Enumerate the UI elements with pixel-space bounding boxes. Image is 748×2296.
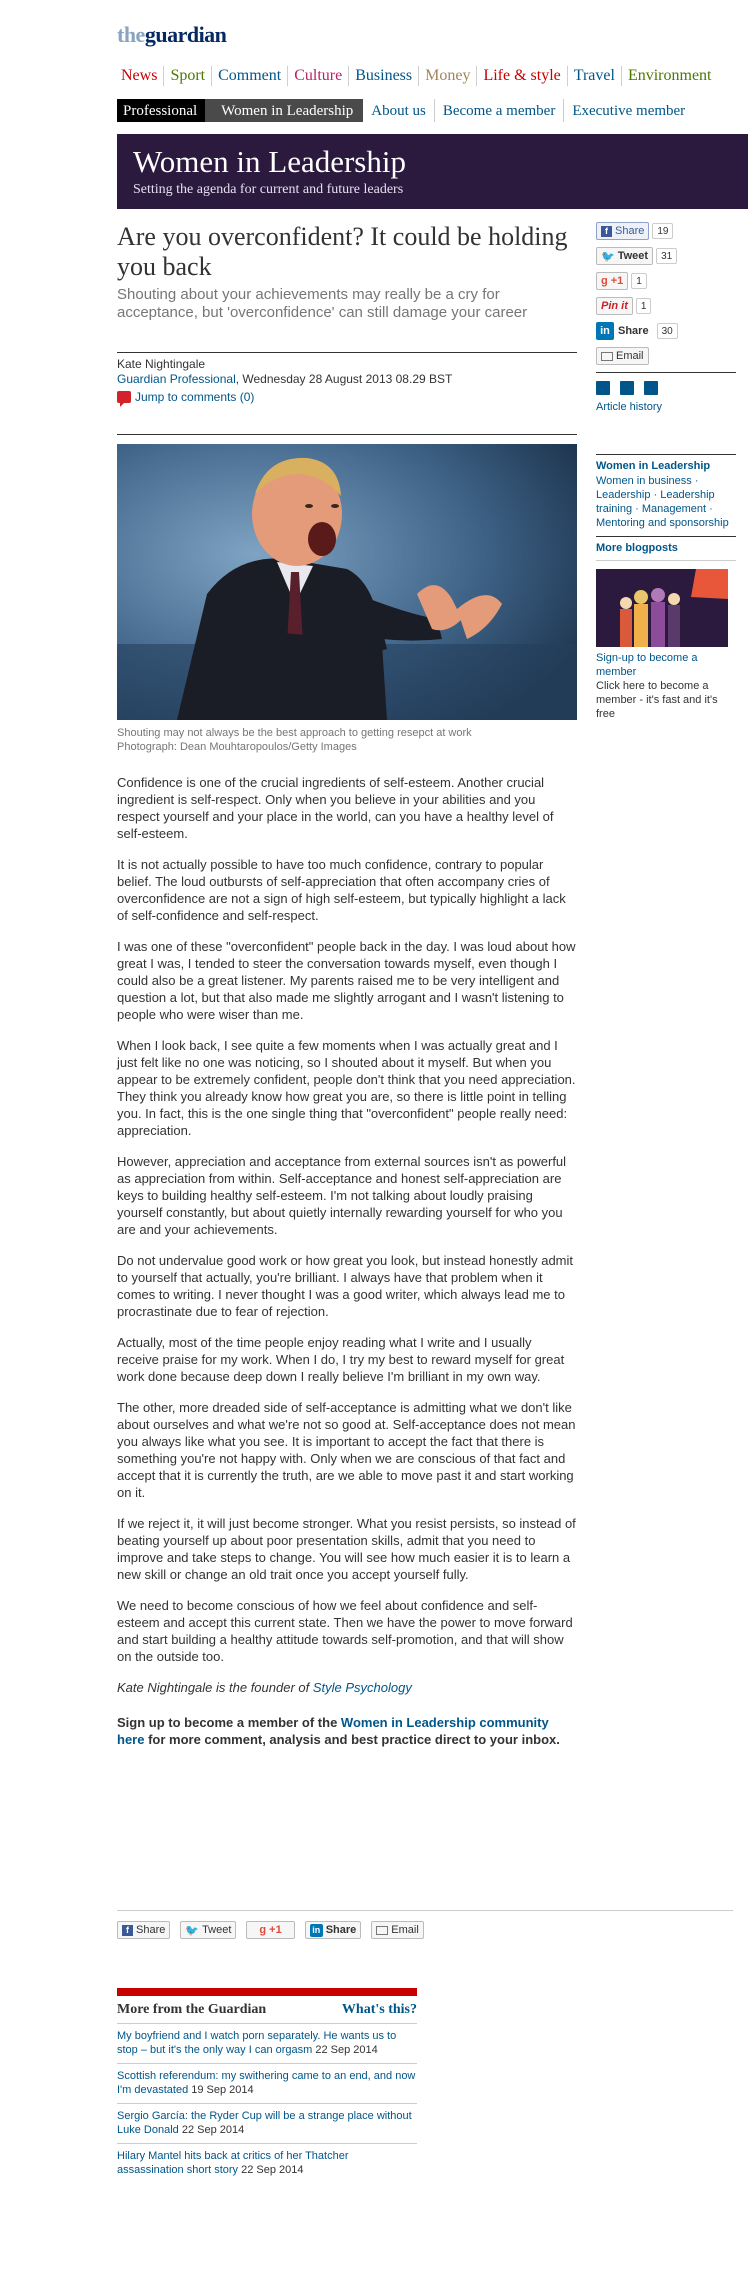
twitter-icon: 🐦 bbox=[185, 1924, 200, 1937]
linkedin-row bbox=[596, 322, 736, 340]
facebook-icon: f bbox=[601, 226, 612, 237]
nav-news[interactable]: News bbox=[117, 66, 164, 86]
nav-travel[interactable]: Travel bbox=[568, 66, 622, 86]
image-divider bbox=[117, 434, 577, 435]
byline bbox=[117, 357, 577, 387]
paragraph: We need to become conscious of how we feel about confidence and self-esteem and accept this current state. Then we have the power to move forward and start building a healthy attitude towards self-promotion, and that will show on the outside too. bbox=[117, 1598, 573, 1664]
story-link[interactable]: Sergio García: the Ryder Cup will be a strange place without Luke Donald bbox=[117, 2110, 412, 2136]
community-signup-link[interactable]: Women in Leadership community here bbox=[117, 1715, 549, 1747]
top-navigation bbox=[117, 66, 718, 86]
facebook-share-row bbox=[596, 222, 736, 240]
google-plus-button[interactable]: g +1 bbox=[246, 1921, 294, 1939]
paragraph: When I look back, I see quite a few moments when I was actually great and I just felt like no one was noticing, so I shouted about it myself. But when you appear to be extremely confident, people don't think that you need appreciation. They think you already know how great you are, so there is little point in telling you. In fact, this is the one single thing that "overconfident" people really need: appreciation. bbox=[117, 1038, 576, 1138]
byline-divider bbox=[117, 352, 577, 353]
sidebar-divider bbox=[596, 454, 736, 455]
share-divider bbox=[117, 1910, 733, 1911]
article bbox=[117, 222, 577, 1748]
twitter-share-row bbox=[596, 247, 736, 265]
facebook-share-button[interactable]: f Share bbox=[117, 1921, 170, 1939]
story-link[interactable]: Scottish referendum: my swithering came to an end, and now I'm devastated bbox=[117, 2070, 416, 2096]
paragraph: Confidence is one of the crucial ingredients of self-esteem. Another crucial ingredient is self-respect. Only when you believe in your abilities and you respect yourself and your place in the world, can you have a healthy level of self-esteem. bbox=[117, 775, 554, 841]
photo-caption: Shouting may not always be the best approach to getting resepct at work Photograph: Dean Mouhtaropoulos/Getty Images bbox=[117, 727, 472, 753]
signup-cta: Sign up to become a member of the Women in Leadership community here for more comment, analysis and best practice direct to your inbox. bbox=[117, 1715, 560, 1747]
email-share-button[interactable]: Email bbox=[371, 1921, 424, 1939]
story-link[interactable]: My boyfriend and I watch porn separately. He wants us to stop – but it's the only way I can orgasm bbox=[117, 2030, 397, 2056]
google-plus-button[interactable]: g +1 bbox=[596, 272, 628, 290]
membership-signup-link[interactable]: Sign-up to become a member bbox=[596, 652, 698, 678]
story-link[interactable]: Hilary Mantel hits back at critics of her Thatcher assassination short story bbox=[117, 2150, 349, 2176]
envelope-icon bbox=[601, 352, 613, 361]
style-psychology-link[interactable]: Style Psychology bbox=[312, 1680, 412, 1695]
list-item: Sergio García: the Ryder Cup will be a strange place without Luke Donald 22 Sep 2014 bbox=[117, 2104, 417, 2144]
share-icon[interactable] bbox=[620, 381, 634, 395]
google-plus-icon: g bbox=[601, 275, 608, 287]
nav-life-and-style[interactable]: Life & style bbox=[477, 66, 567, 86]
linkedin-share-button[interactable]: in Share bbox=[305, 1921, 362, 1939]
red-rule bbox=[117, 1988, 417, 1996]
twitter-tweet-button[interactable]: 🐦 Tweet bbox=[596, 247, 653, 265]
subnav-become-member[interactable]: Become a member bbox=[435, 99, 564, 122]
bottom-share-bar bbox=[117, 1921, 424, 1939]
facebook-share-button[interactable]: f Share bbox=[596, 222, 649, 240]
publication-link[interactable]: Guardian Professional bbox=[117, 372, 236, 386]
section-banner[interactable] bbox=[117, 134, 748, 209]
article-history-link[interactable]: Article history bbox=[596, 401, 663, 413]
whats-this-link[interactable]: What's this? bbox=[341, 2002, 417, 2017]
envelope-icon bbox=[376, 1926, 388, 1935]
list-item: Scottish referendum: my swithering came to an end, and now I'm devastated 19 Sep 2014 bbox=[117, 2064, 417, 2104]
photo-illustration bbox=[117, 444, 577, 720]
article-standfirst: Shouting about your achievements may really be a cry for acceptance, but 'overconfidence' can still damage your career bbox=[117, 286, 528, 321]
pinterest-count: 1 bbox=[636, 298, 652, 314]
subnav-professional[interactable]: Professional bbox=[117, 99, 205, 122]
paragraph: I was one of these "overconfident" people back in the day. I was loud about how great I was, I tended to steer the conversation towards myself, even though I could also be a great listener. My parents raised me to be very intelligent and question a lot, but that also made me slightly arrogant and I wasn't listening to people who were wiser than me. bbox=[117, 939, 576, 1022]
facebook-icon: f bbox=[122, 1925, 133, 1936]
nav-environment[interactable]: Environment bbox=[627, 67, 712, 84]
facebook-share-count: 19 bbox=[652, 223, 673, 239]
article-photo bbox=[117, 444, 577, 720]
google-plus-count: 1 bbox=[631, 273, 647, 289]
guardian-logo[interactable]: theguardian bbox=[117, 22, 227, 47]
sidebar-divider bbox=[596, 536, 736, 537]
linkedin-icon: in bbox=[310, 1924, 323, 1937]
sidebar-divider bbox=[596, 372, 736, 373]
twitter-icon: 🐦 bbox=[601, 250, 615, 263]
publish-date: , Wednesday 28 August 2013 08.29 BST bbox=[235, 372, 453, 386]
section-navigation bbox=[117, 99, 748, 122]
banner-subtitle: Setting the agenda for current and future leaders bbox=[133, 182, 404, 197]
paragraph: The other, more dreaded side of self-acceptance is admitting what we don't like about ourselves and what we're not so good at. Self-acceptance does not mean you always like what you see. It is important to accept the fact that there is something you're not happy with. Only when we are conscious of that fact and accept that it is currently the truth, are we able to move past it and start working on it. bbox=[117, 1400, 576, 1500]
section-tags[interactable]: Women in business · Leadership · Leadership training · Management · Mentoring and sponsorship bbox=[596, 475, 729, 529]
bookmark-icon[interactable] bbox=[644, 381, 658, 395]
author-name: Kate Nightingale bbox=[117, 357, 206, 371]
pinterest-button[interactable] bbox=[596, 297, 633, 315]
more-blogposts-link[interactable]: More blogposts bbox=[596, 542, 678, 554]
pinterest-icon: Pin it bbox=[601, 300, 628, 312]
twitter-share-count: 31 bbox=[656, 248, 677, 264]
more-from-guardian bbox=[117, 1988, 417, 2176]
linkedin-icon[interactable]: in bbox=[596, 322, 614, 340]
paragraph: Do not undervalue good work or how great you look, but instead honestly admit to yourself that actually, you're brilliant. I always have that problem when it comes to writing. I never thought I was a good writer, which always lead me to procrastinate due to fear of rejection. bbox=[117, 1253, 573, 1319]
comment-icon bbox=[117, 391, 131, 403]
jump-to-comments-link[interactable]: Jump to comments (0) bbox=[135, 390, 255, 404]
sidebar bbox=[596, 222, 736, 721]
more-title: More from the Guardian bbox=[117, 2002, 267, 2017]
sidebar-divider bbox=[596, 560, 736, 561]
subnav-executive-member[interactable]: Executive member bbox=[572, 103, 686, 119]
google-plus-row bbox=[596, 272, 736, 290]
google-plus-icon: g bbox=[259, 1924, 267, 1936]
jump-to-comments[interactable] bbox=[117, 390, 577, 404]
list-item: My boyfriend and I watch porn separately. He wants us to stop – but it's the only way I can orgasm 22 Sep 2014 bbox=[117, 2024, 417, 2064]
paragraph: Actually, most of the time people enjoy reading what I write and I usually receive praise for my work. When I do, I try my best to reward myself for great work done because deep down I really believe I'm brilliant in my own way. bbox=[117, 1335, 565, 1384]
nav-culture[interactable]: Culture bbox=[288, 66, 349, 86]
list-item: Hilary Mantel hits back at critics of her Thatcher assassination short story 22 Sep 2014 bbox=[117, 2150, 349, 2176]
article-headline: Are you overconfident? It could be holding you back bbox=[117, 222, 568, 281]
print-icon[interactable] bbox=[596, 381, 610, 395]
nav-sport[interactable]: Sport bbox=[164, 66, 212, 86]
paragraph: It is not actually possible to have too much confidence, contrary to popular belief. The loud outbursts of self-appreciation that often accompany cries of overconfidence are not a sign of high self-esteem, but typically highlight a lack of self-confidence and self-respect. bbox=[117, 857, 566, 923]
linkedin-share-button[interactable]: Share bbox=[618, 325, 649, 337]
membership-promo-image[interactable] bbox=[596, 569, 728, 647]
pinterest-row bbox=[596, 297, 736, 315]
email-share-button[interactable]: Email bbox=[596, 347, 649, 365]
article-body bbox=[117, 774, 577, 1748]
author-bio: Kate Nightingale is the founder of Style Psychology bbox=[117, 1680, 412, 1695]
paragraph: If we reject it, it will just become stronger. What you resist persists, so instead of beating yourself up about poor presentation skills, admit that you need to improve and take steps to change. You will see how much easier it is to learn a new skill or change an old trait once you accept yourself fully. bbox=[117, 1516, 576, 1582]
article-tools bbox=[596, 381, 736, 395]
more-header bbox=[117, 1996, 417, 2024]
subnav-about-us[interactable]: About us bbox=[363, 99, 435, 122]
membership-promo-text: Click here to become a member - it's fast and it's free bbox=[596, 680, 718, 720]
email-row bbox=[596, 347, 736, 365]
paragraph: However, appreciation and acceptance from external sources isn't as powerful as appreciation from within. Self-acceptance and honest self-appreciation are keys to building healthy self-esteem. I'm not talking about loudly praising yourself constantly, but about quietly internally rewarding yourself for who you are and your achievements. bbox=[117, 1154, 567, 1237]
banner-title: Women in Leadership bbox=[133, 144, 406, 179]
linkedin-share-count: 30 bbox=[657, 323, 678, 339]
nav-money[interactable]: Money bbox=[419, 66, 477, 86]
twitter-tweet-button[interactable]: 🐦 Tweet bbox=[180, 1921, 236, 1939]
nav-comment[interactable]: Comment bbox=[212, 66, 288, 86]
nav-business[interactable]: Business bbox=[349, 66, 419, 86]
subnav-women-in-leadership[interactable]: Women in Leadership bbox=[205, 99, 363, 122]
section-title-link[interactable]: Women in Leadership bbox=[596, 460, 711, 472]
people-illustration bbox=[596, 569, 728, 647]
